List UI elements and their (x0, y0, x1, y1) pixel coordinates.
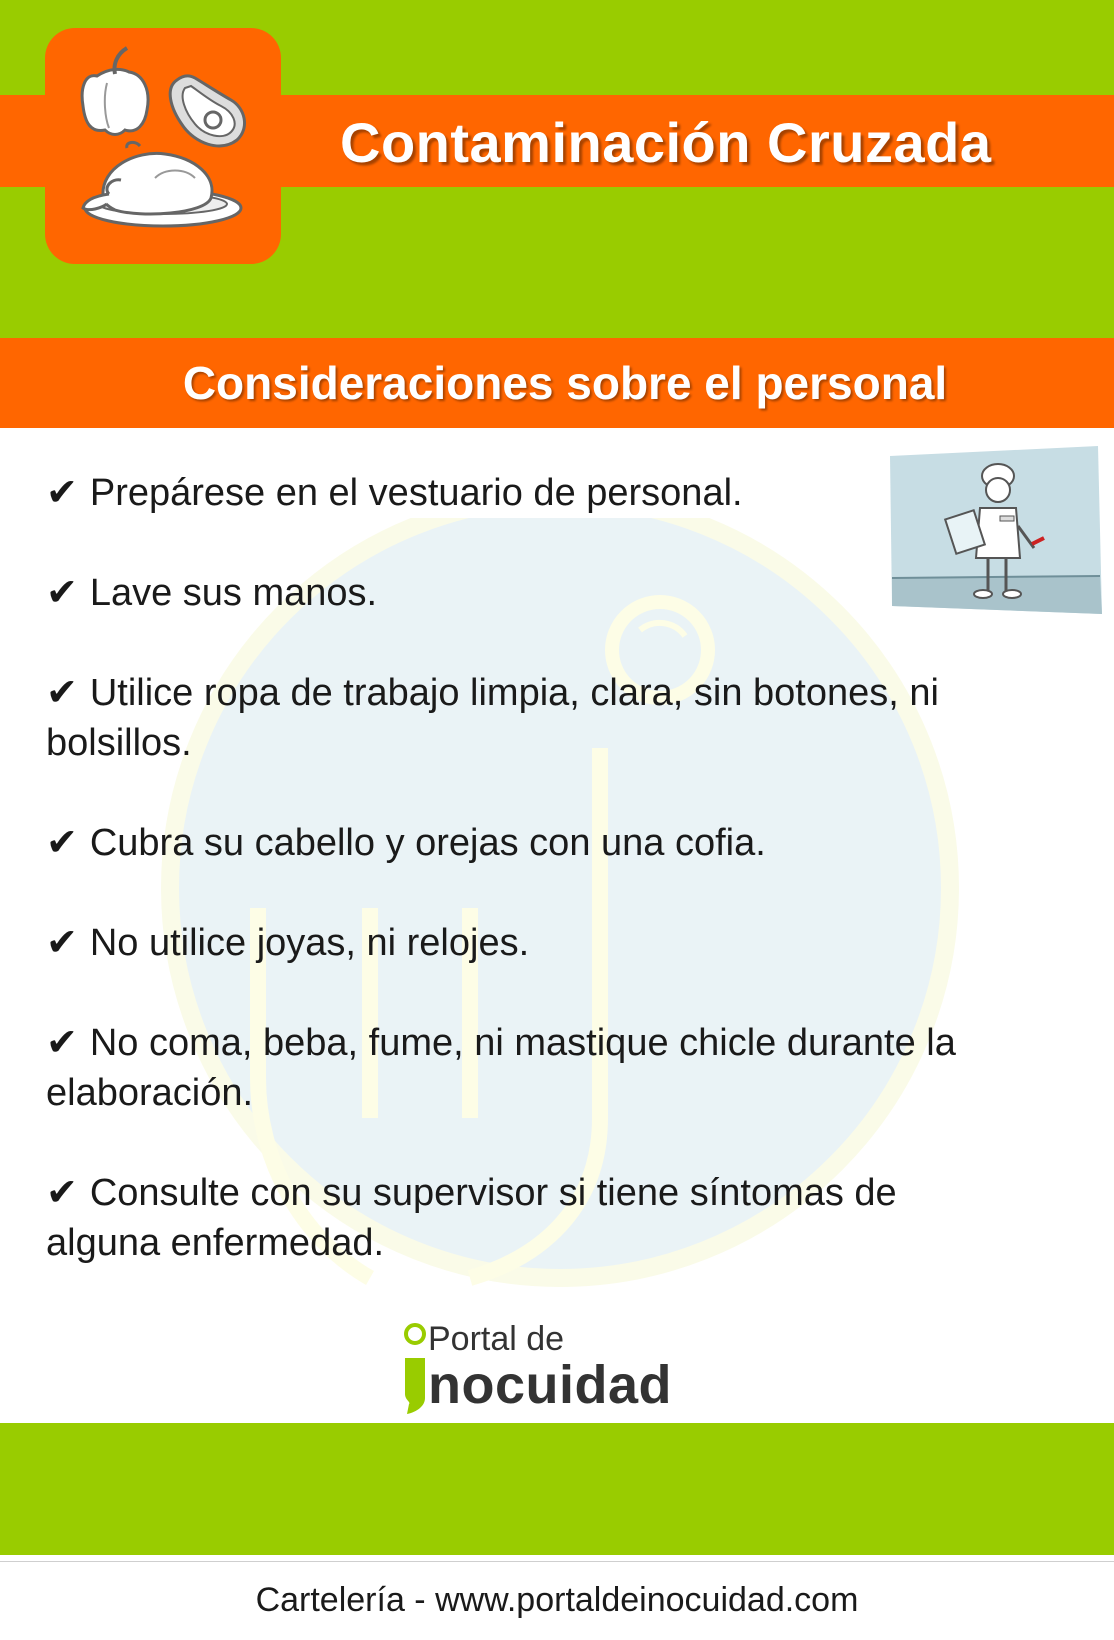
logo-text-portal: Portal de (428, 1320, 565, 1358)
list-item (46, 918, 1036, 968)
footer-text: Cartelería - www.portaldeinocuidad.com (255, 1581, 859, 1619)
food-logo (45, 28, 281, 264)
list-item (46, 1168, 1006, 1268)
footer-divider (0, 1561, 1114, 1562)
staff-illustration (888, 446, 1106, 616)
checkmark-icon: ✔ (46, 1172, 78, 1214)
page-title: Contaminación Cruzada (340, 111, 992, 174)
list-item-text: Lave sus manos. (89, 572, 378, 614)
roast-chicken-icon (83, 142, 241, 226)
list-item (46, 818, 1036, 868)
checkmark-icon: ✔ (46, 922, 78, 964)
checkmark-icon: ✔ (46, 1022, 78, 1064)
section-title: Consideraciones sobre el personal (182, 357, 948, 409)
bottom-band (0, 1423, 1114, 1555)
meat-icon (170, 76, 244, 146)
content-area (0, 428, 1114, 1423)
portal-logo (395, 1318, 715, 1418)
logo-text-inocuidad: nocuidad (428, 1355, 672, 1415)
list-item-text: No coma, beba, fume, ni mastique chicle durante la elaboración. (46, 1022, 956, 1114)
pepper-icon (82, 48, 148, 135)
list-item-text: No utilice joyas, ni relojes. (89, 922, 530, 964)
footer (0, 1555, 1114, 1640)
list-item-text: Consulte con su supervisor si tiene síntomas de alguna enfermedad. (46, 1172, 897, 1264)
list-item (46, 668, 986, 768)
checkmark-icon: ✔ (46, 572, 78, 614)
list-item-text: Utilice ropa de trabajo limpia, clara, sin botones, ni bolsillos. (46, 672, 939, 764)
checkmark-icon: ✔ (46, 472, 78, 514)
list-item-text: Prepárese en el vestuario de personal. (89, 472, 743, 514)
list-item-text: Cubra su cabello y orejas con una cofia. (89, 822, 766, 864)
checkmark-icon: ✔ (46, 822, 78, 864)
checkmark-icon: ✔ (46, 672, 78, 714)
list-item (46, 1018, 1006, 1118)
